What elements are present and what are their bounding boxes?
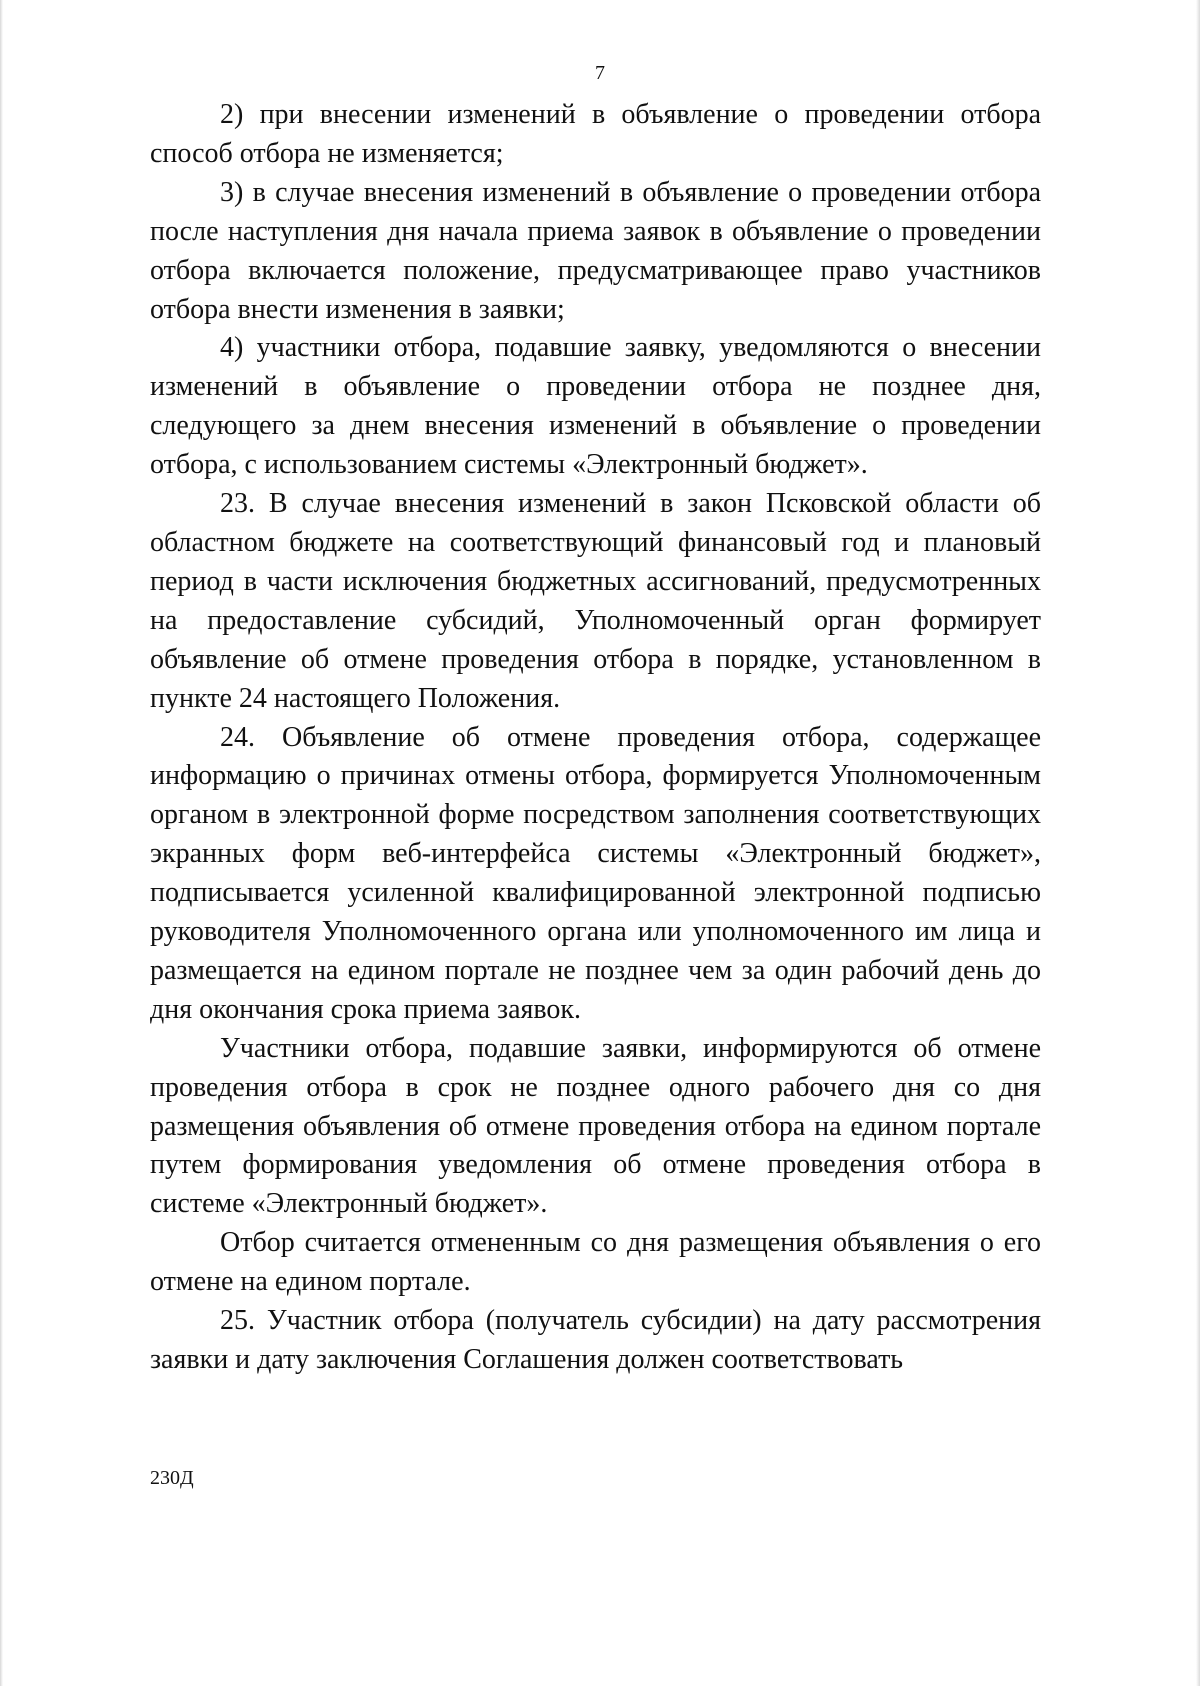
scan-edge-left xyxy=(0,0,3,1686)
paragraph-item-2: 2) при внесении изменений в объявление о проведении отбора способ отбора не изменяется; xyxy=(150,99,1041,169)
document-code: 230Д xyxy=(150,1467,194,1489)
paragraph-item-4: 4) участники отбора, подавшие заявку, уведомляются о внесении изменений в объявление о проведении отбора не позднее дня, следующего за днем внесения изменений в объявление о проведении отбора, с использованием системы «Электронный бюджет». xyxy=(150,332,1041,481)
document-body xyxy=(150,96,1041,1380)
paragraph-item-3: 3) в случае внесения изменений в объявление о проведении отбора после наступления дня начала приема заявок в объявление о проведении отбора включается положение, предусматривающее право участников отбора внести изменения в заявки; xyxy=(150,176,1041,325)
paragraph-cancellation: Отбор считается отмененным со дня размещения объявления о его отмене на едином портале. xyxy=(150,1227,1041,1298)
scan-edge-right xyxy=(1196,0,1200,1686)
paragraph-participants-notice: Участники отбора, подавшие заявки, информируются об отмене проведения отбора в срок не позднее одного рабочего дня со дня размещения объявления об отмене проведения отбора на едином портале путем формирования уведомления об отмене проведения отбора в системе «Электронный бюджет». xyxy=(150,1032,1041,1220)
paragraph-section-25: 25. Участник отбора (получатель субсидии) на дату рассмотрения заявки и дату заключения Соглашения должен соответствовать xyxy=(150,1305,1041,1375)
paragraph-section-24: 24. Объявление об отмене проведения отбора, содержащее информацию о причинах отмены отбора, формируется Уполномоченным органом в электронной форме посредством заполнения соответствующих экранных форм веб-интерфейса системы «Электронный бюджет», подписывается усиленной квалифицированной электронной подписью руководителя Уполномоченного органа или уполномоченного им лица и размещается на едином портале не позднее чем за один рабочий день до дня окончания срока приема заявок. xyxy=(150,721,1041,1025)
page-number: 7 xyxy=(595,62,605,84)
paragraph-section-23: 23. В случае внесения изменений в закон Псковской области об областном бюджете на соответствующий финансовый год и плановый период в части исключения бюджетных ассигнований, предусмотренных на предоставление субсидий, Уполномоченный орган формирует объявление об отмене проведения отбора в порядке, установленном в пункте 24 настоящего Положения. xyxy=(150,488,1041,714)
